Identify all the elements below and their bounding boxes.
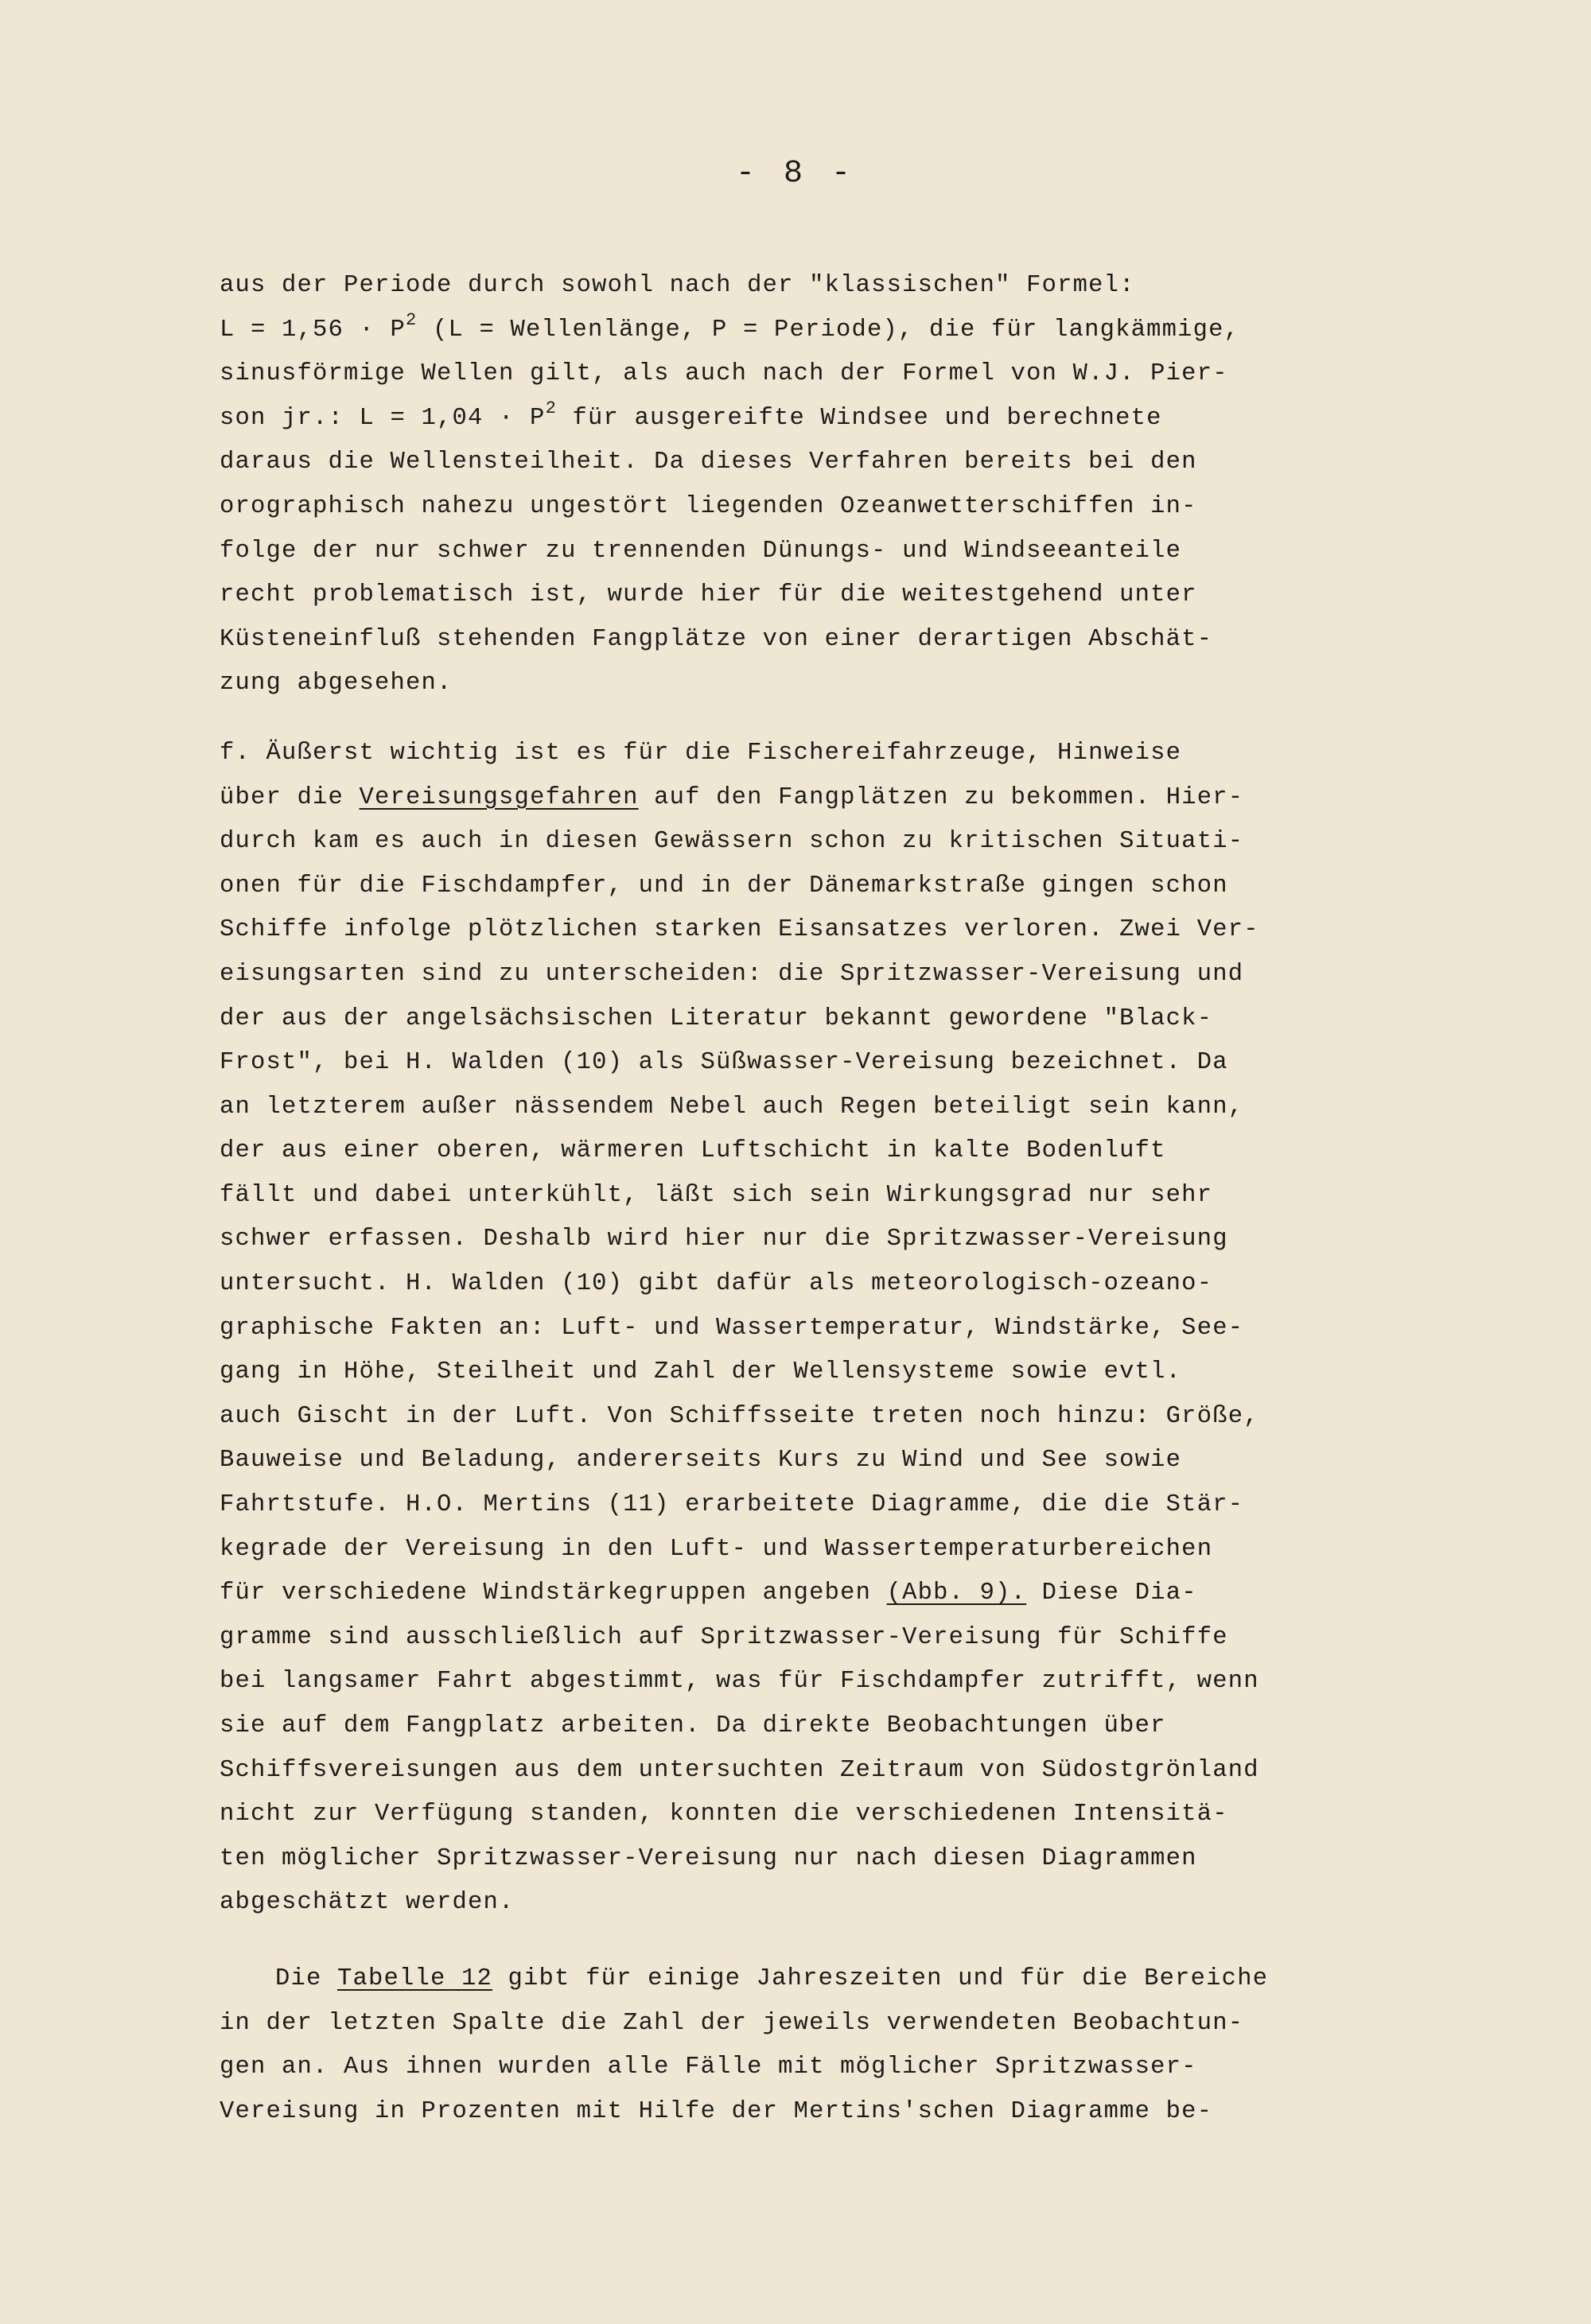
- text-line-formula: [220, 397, 1437, 441]
- text-segment: auf den Fangplätzen zu bekommen. Hier-: [638, 783, 1244, 811]
- text-line: fällt und dabei unterkühlt, läßt sich sein Wirkungsgrad nur sehr: [220, 1181, 1213, 1209]
- text-segment: gibt für einige Jahreszeiten und für die Bereiche: [492, 1965, 1269, 1992]
- text-line: folge der nur schwer zu trennenden Dünungs- und Windseeanteile: [220, 537, 1182, 565]
- text-line: [220, 776, 1437, 821]
- text-line: an letzterem außer nässendem Nebel auch Regen beteiligt sein kann,: [220, 1093, 1244, 1121]
- page-number: - 8 -: [735, 156, 856, 192]
- text-line: der aus einer oberen, wärmeren Luftschicht in kalte Bodenluft: [220, 1137, 1166, 1165]
- text-line: eisungsarten sind zu unterscheiden: die Spritzwasser-Vereisung und: [220, 960, 1244, 988]
- text-line: auch Gischt in der Luft. Von Schiffsseite treten noch hinzu: Größe,: [220, 1402, 1259, 1430]
- text-line: Frost", bei H. Walden (10) als Süßwasser-Vereisung bezeichnet. Da: [220, 1049, 1228, 1077]
- text-line: kegrade der Vereisung in den Luft- und Wassertemperaturbereichen: [220, 1535, 1213, 1563]
- text-line: der aus der angelsächsischen Literatur bekannt gewordene "Black-: [220, 1005, 1213, 1032]
- text-line: Küsteneinfluß stehenden Fangplätze von einer derartigen Abschät-: [220, 625, 1213, 653]
- text-line: Fahrtstufe. H.O. Mertins (11) erarbeitete Diagramme, die die Stär-: [220, 1491, 1244, 1519]
- paragraph-3: [220, 1957, 1437, 2134]
- paragraph-1: [220, 264, 1437, 706]
- text-segment: Die: [275, 1965, 338, 1992]
- text-line: graphische Fakten an: Luft- und Wassertemperatur, Windstärke, See-: [220, 1314, 1244, 1342]
- text-line: sie auf dem Fangplatz arbeiten. Da direkte Beobachtungen über: [220, 1712, 1166, 1739]
- text-line: nicht zur Verfügung standen, konnten die verschiedenen Intensitä-: [220, 1801, 1228, 1828]
- text-line: Bauweise und Beladung, andererseits Kurs zu Wind und See sowie: [220, 1447, 1182, 1475]
- table-reference: Tabelle 12: [337, 1965, 493, 1992]
- text-line: ten möglicher Spritzwasser-Vereisung nur nach diesen Diagrammen: [220, 1844, 1197, 1872]
- text-line: abgeschätzt werden.: [220, 1889, 515, 1917]
- text-line: Vereisung in Prozenten mit Hilfe der Mertins'schen Diagramme be-: [220, 2097, 1213, 2125]
- formula-text: L = 1,56 · P: [220, 316, 407, 344]
- text-line: durch kam es auch in diesen Gewässern schon zu kritischen Situati-: [220, 828, 1244, 856]
- text-line-formula: [220, 309, 1437, 353]
- text-line: gen an. Aus ihnen wurden alle Fälle mit möglicher Spritzwasser-: [220, 2054, 1197, 2081]
- text-line: untersucht. H. Walden (10) gibt dafür als meteorologisch-ozeano-: [220, 1270, 1213, 1298]
- text-line: gang in Höhe, Steilheit und Zahl der Wellensysteme sowie evtl.: [220, 1358, 1182, 1386]
- text-line: onen für die Fischdampfer, und in der Dänemarkstraße gingen schon: [220, 872, 1228, 900]
- text-line: zung abgesehen.: [220, 670, 453, 698]
- text-segment: (L = Wellenlänge, P = Periode), die für langkämmige,: [417, 316, 1240, 344]
- text-segment: Diese Dia-: [1026, 1580, 1197, 1607]
- text-segment: für verschiedene Windstärkegruppen angeben: [220, 1580, 887, 1607]
- text-segment: für ausgereifte Windsee und berechnete: [556, 404, 1162, 432]
- text-line: bei langsamer Fahrt abgestimmt, was für Fischdampfer zutrifft, wenn: [220, 1668, 1259, 1696]
- paragraph-2: [220, 732, 1437, 1926]
- text-line: Schiffe infolge plötzlichen starken Eisansatzes verloren. Zwei Ver-: [220, 916, 1259, 944]
- body-text: [220, 264, 1437, 2134]
- text-line: Schiffsvereisungen aus dem untersuchten Zeitraum von Südostgrönland: [220, 1756, 1259, 1784]
- underlined-term: Vereisungsgefahren: [359, 783, 639, 811]
- superscript: 2: [406, 309, 418, 330]
- paragraph-gap: [220, 1926, 1437, 1957]
- text-line: recht problematisch ist, wurde hier für die weitestgehend unter: [220, 581, 1197, 609]
- text-line: daraus die Wellensteilheit. Da dieses Verfahren bereits bei den: [220, 449, 1197, 476]
- text-line: sinusförmige Wellen gilt, als auch nach der Formel von W.J. Pier-: [220, 360, 1228, 388]
- text-line: [220, 1957, 1437, 2002]
- text-line: aus der Periode durch sowohl nach der "klassischen" Formel:: [220, 272, 1135, 299]
- text-line: in der letzten Spalte die Zahl der jeweils verwendeten Beobachtun-: [220, 2009, 1244, 2037]
- text-line: [220, 1572, 1437, 1616]
- text-line: orographisch nahezu ungestört liegenden Ozeanwetterschiffen in-: [220, 492, 1197, 520]
- text-line: schwer erfassen. Deshalb wird hier nur die Spritzwasser-Vereisung: [220, 1226, 1228, 1253]
- superscript: 2: [545, 398, 557, 418]
- formula-text: son jr.: L = 1,04 · P: [220, 404, 546, 432]
- text-line: gramme sind ausschließlich auf Spritzwasser-Vereisung für Schiffe: [220, 1623, 1228, 1651]
- figure-reference: (Abb. 9).: [886, 1580, 1027, 1607]
- text-line: f. Äußerst wichtig ist es für die Fischereifahrzeuge, Hinweise: [220, 739, 1182, 767]
- paragraph-gap: [220, 706, 1437, 732]
- text-segment: über die: [220, 783, 360, 811]
